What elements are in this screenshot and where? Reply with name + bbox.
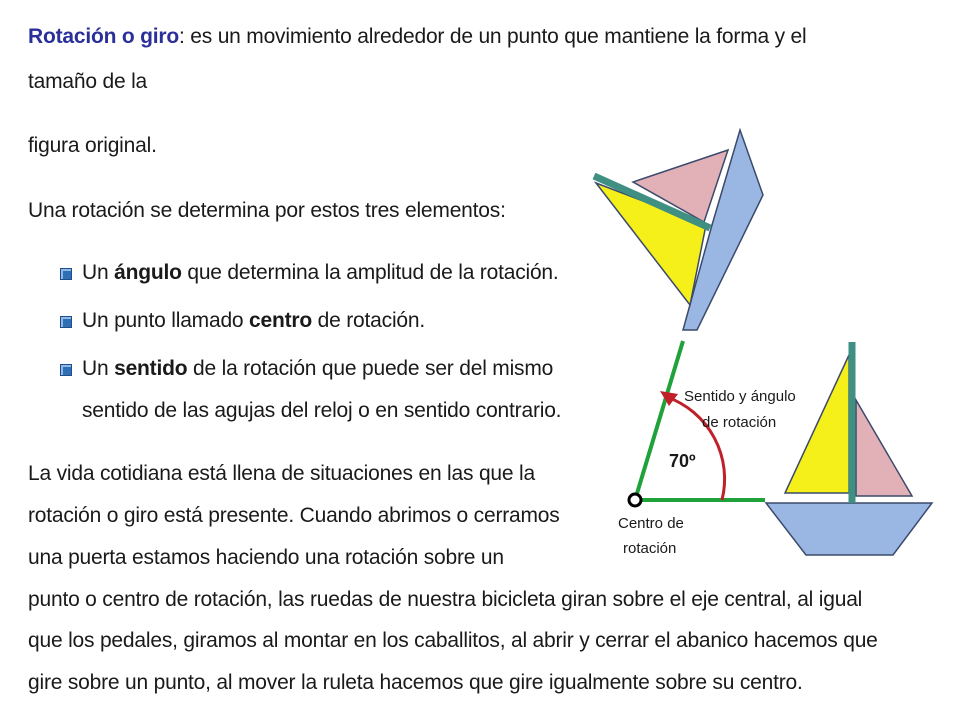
rotation-angle bbox=[618, 341, 796, 557]
rotation-term: Rotación o giro bbox=[28, 25, 179, 48]
daily-life-line-1: La vida cotidiana está llena de situaciones en las que la bbox=[28, 462, 535, 485]
original-boat-hull bbox=[766, 503, 932, 555]
elements-heading: Una rotación se determina por estos tres elementos: bbox=[28, 199, 506, 222]
rotation-center-point bbox=[629, 494, 641, 506]
center-label-line-2: rotación bbox=[623, 540, 677, 557]
direction-label-line-1: Sentido y ángulo bbox=[684, 388, 796, 405]
list-item-keyword: sentido bbox=[114, 357, 188, 380]
daily-life-line-4: punto o centro de rotación, las ruedas de nuestra bicicleta giran sobre el eje central, al igual bbox=[28, 588, 863, 611]
daily-life-line-5: que los pedales, giramos al montar en los caballitos, al abrir y cerrar el abanico hacemos que bbox=[28, 629, 878, 652]
intro-line-2: tamaño de la bbox=[28, 70, 148, 93]
list-item-text: Un punto llamado bbox=[82, 309, 250, 332]
list-item-text: Un bbox=[82, 261, 115, 284]
list-item-keyword: ángulo bbox=[114, 261, 182, 284]
original-boat-pink-sail bbox=[856, 400, 912, 496]
angle-label: 70º bbox=[669, 451, 696, 471]
center-label-line-1: Centro de bbox=[618, 515, 684, 532]
daily-life-line-3: una puerta estamos haciendo una rotación sobre un bbox=[28, 546, 504, 569]
list-item-text: de rotación. bbox=[312, 309, 426, 332]
list-item-direction-continuation: sentido de las agujas del reloj o en sentido contrario. bbox=[82, 399, 562, 422]
intro-line-1-text: es un movimiento alrededor de un punto que mantiene la forma y el bbox=[184, 25, 807, 48]
daily-life-line-6: gire sobre un punto, al mover la ruleta hacemos que gire igualmente sobre su centro. bbox=[28, 671, 803, 694]
rotated-sailboat bbox=[594, 130, 763, 330]
list-item-text: que determina la amplitud de la rotación. bbox=[181, 261, 559, 284]
list-item-text: de la rotación que puede ser del mismo bbox=[187, 357, 554, 380]
daily-life-line-2: rotación o giro está presente. Cuando abrimos o cerramos bbox=[28, 504, 560, 527]
original-sailboat bbox=[766, 342, 932, 555]
direction-label-line-2: de rotación bbox=[702, 414, 777, 431]
original-boat-yellow-sail bbox=[785, 355, 849, 493]
rotation-arc bbox=[667, 397, 725, 500]
intro-line-3: figura original. bbox=[28, 134, 157, 157]
intro-colon: : bbox=[179, 25, 185, 48]
list-item-text: Un bbox=[82, 357, 115, 380]
rotated-ray bbox=[635, 341, 683, 500]
list-item-keyword: centro bbox=[249, 309, 313, 332]
